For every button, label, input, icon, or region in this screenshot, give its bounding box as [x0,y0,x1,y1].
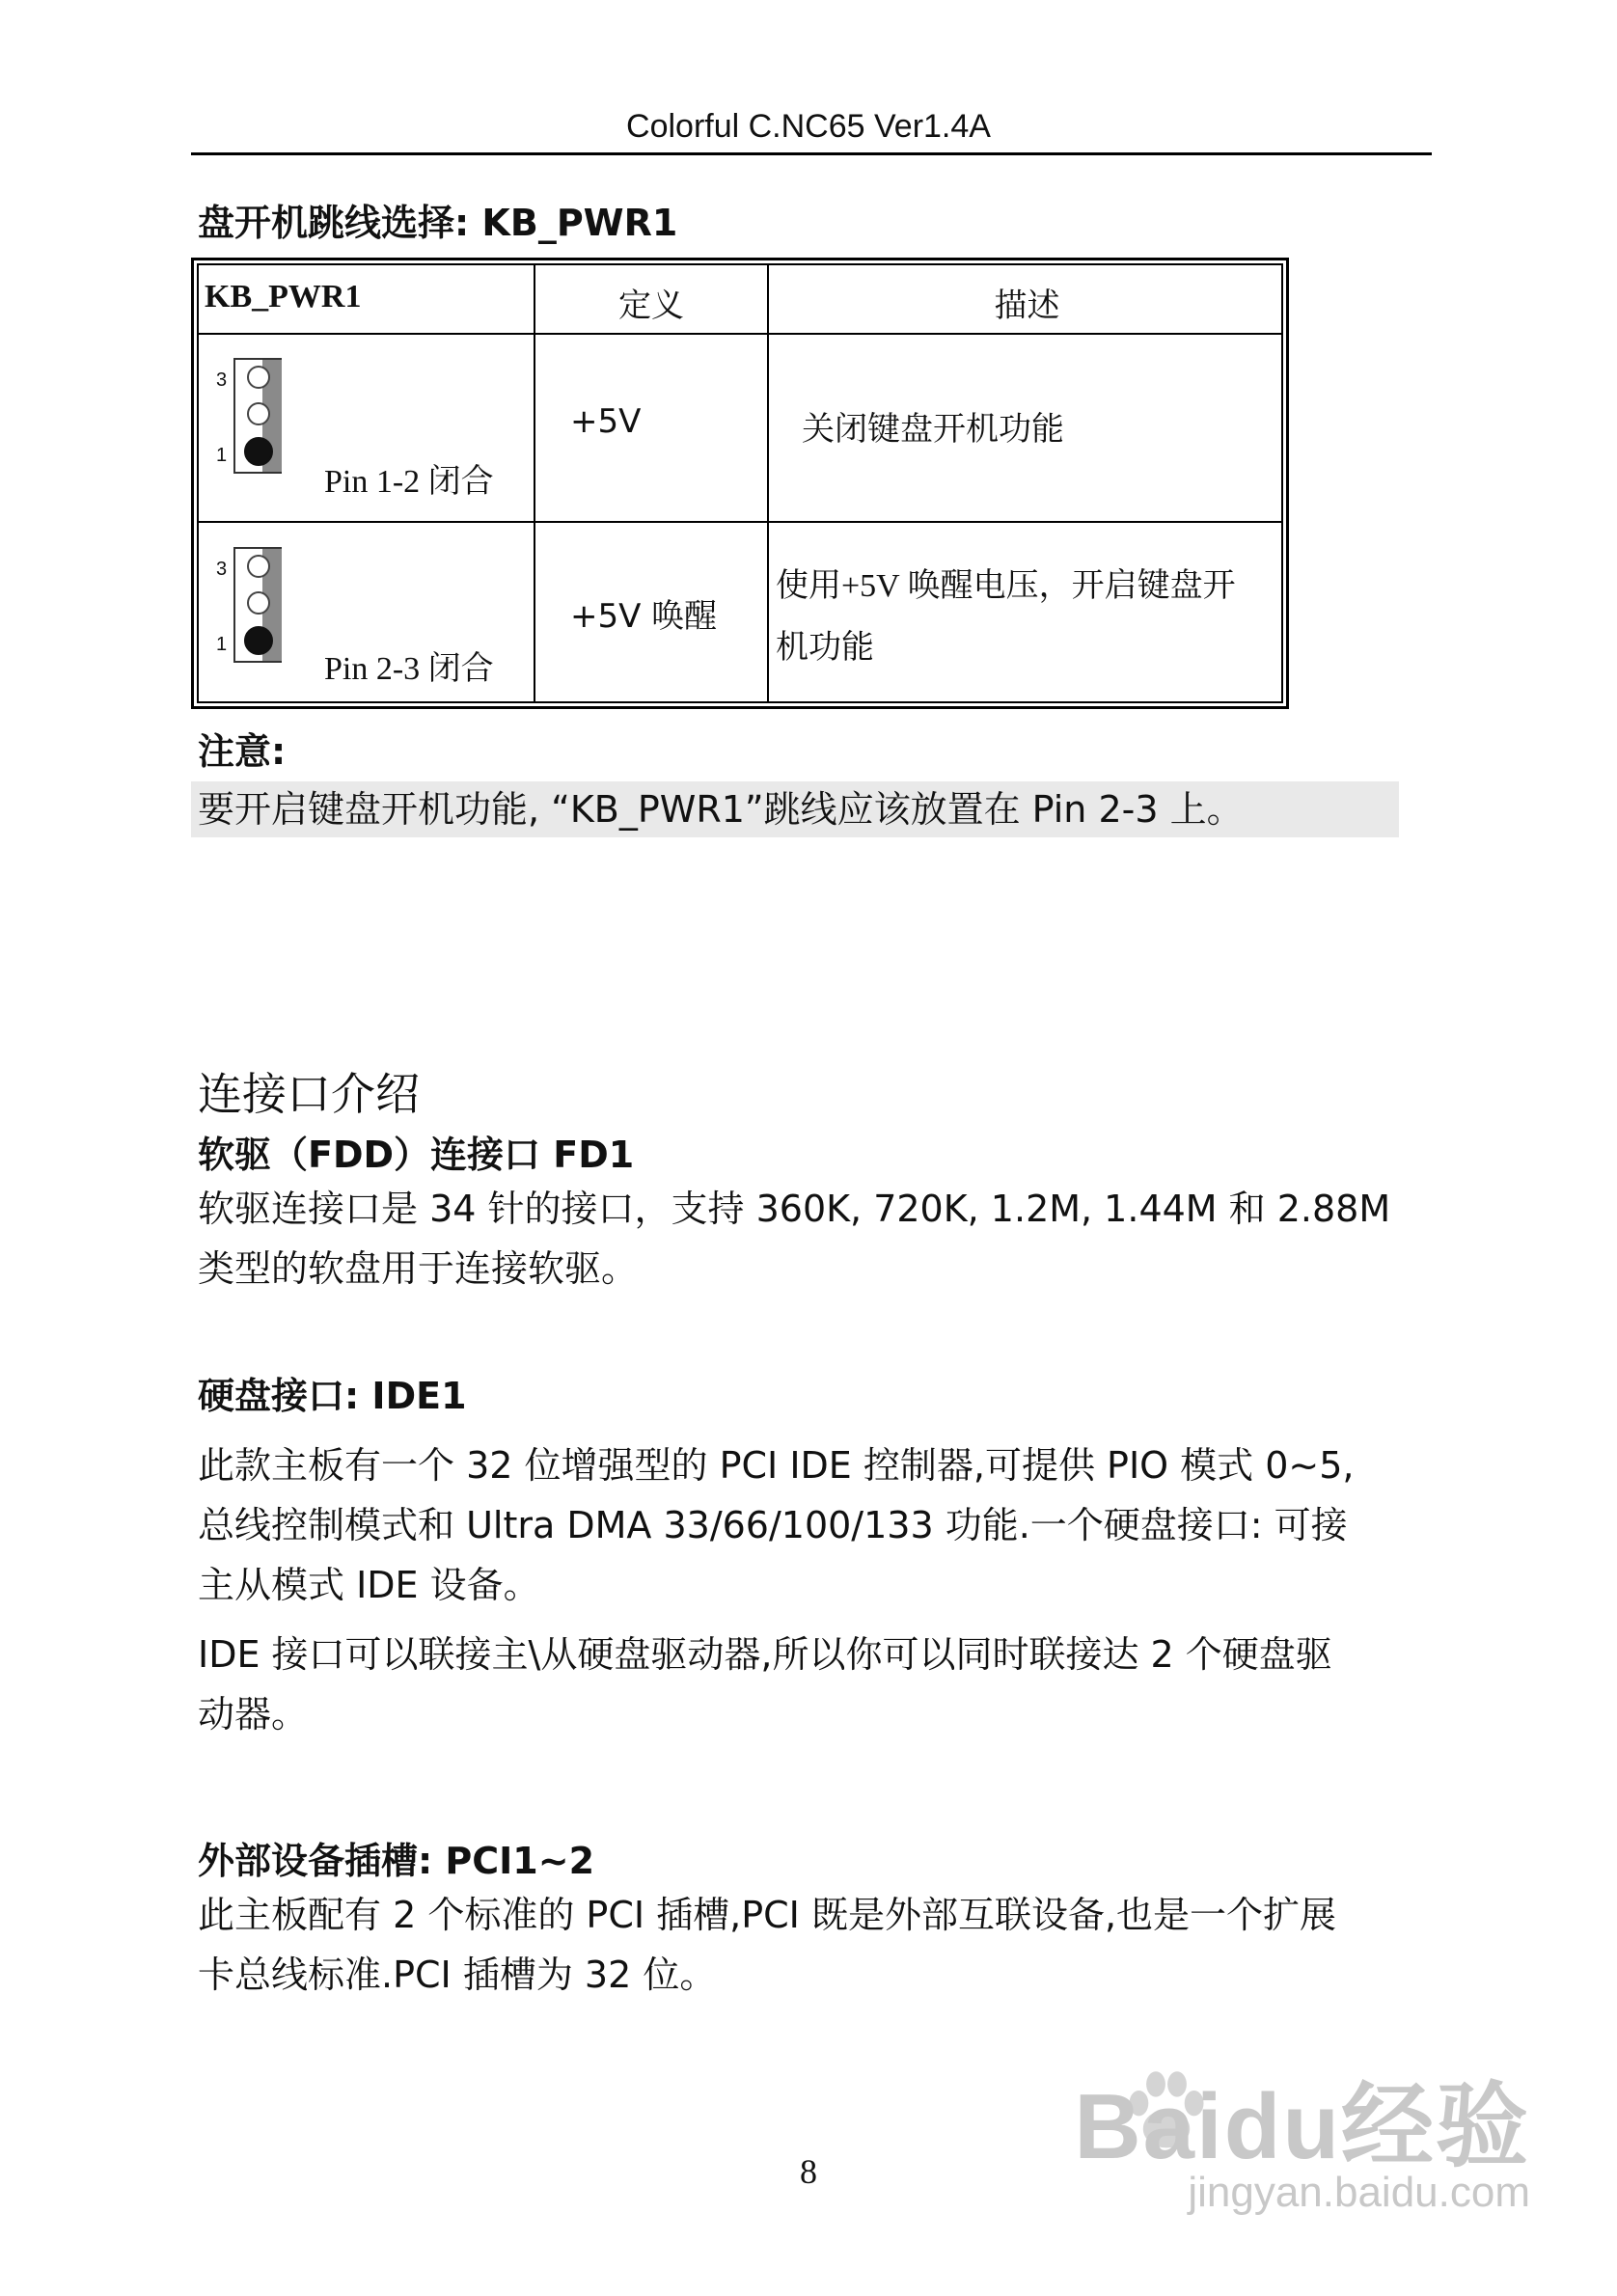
note-label: 注意: [198,730,287,773]
pin-label-3: 3 [216,369,228,391]
ide-paragraph-2: IDE 接口可以联接主\从硬盘驱动器,所以你可以同时联接达 2 个硬盘驱 动器。 [198,1633,1332,1736]
jumper-setting: Pin 2-3 闭合 [324,651,494,687]
pin-label-3: 3 [216,559,228,580]
watermark-url: jingyan.baidu.com [1188,2169,1530,2216]
section-title-connectors: 连接口介绍 [198,1068,420,1120]
row-definition: +5V 唤醒 [570,597,718,636]
fdd-heading: 软驱（FDD）连接口 FD1 [198,1134,635,1176]
table-header-description: 描述 [994,288,1060,324]
ide-heading: 硬盘接口: IDE1 [198,1375,467,1417]
document-header-title: Colorful C.NC65 Ver1.4A [626,108,991,145]
jumper-table [191,258,1289,709]
row-description: 关闭键盘开机功能 [802,412,1064,448]
pci-paragraph: 此主板配有 2 个标准的 PCI 插槽,PCI 既是外部互联设备,也是一个扩展 卡总线标准.PCI 插槽为 32 位。 [198,1894,1337,1996]
jumper-setting: Pin 1-2 闭合 [324,464,494,500]
ide-paragraph-1: 此款主板有一个 32 位增强型的 PCI IDE 控制器,可提供 PIO 模式 0~5, 总线控制模式和 Ultra DMA 33/66/100/133 功能.一个硬盘接口: 可接 主从模式 IDE 设备。 [198,1444,1355,1606]
pci-heading: 外部设备插槽: PCI1~2 [198,1840,595,1882]
row-definition: +5V [570,402,642,441]
row-description-continued: 机功能 [776,630,874,666]
note-text: 要开启键盘开机功能, “KB_PWR1”跳线应该放置在 Pin 2-3 上。 [198,788,1244,831]
section-title-kb-pwr1: 盘开机跳线选择: KB_PWR1 [198,202,678,244]
jumper-pins-icon [233,358,282,474]
row-description: 使用+5V 唤醒电压，开启键盘开 [776,568,1236,604]
pin-label-1: 1 [216,634,228,655]
table-header-definition: 定义 [618,288,684,324]
watermark-brand: Baidu经验 [1074,2075,1530,2178]
fdd-paragraph: 软驱连接口是 34 针的接口，支持 360K, 720K, 1.2M, 1.44M 和 2.88M 类型的软盘用于连接软驱。 [198,1188,1391,1290]
jumper-pins-icon [233,547,282,663]
baidu-watermark [1028,2053,1530,2217]
table-header-kb-pwr1: KB_PWR1 [205,279,362,314]
page-number: 8 [800,2152,817,2191]
header-divider [191,152,1432,155]
pin-label-1: 1 [216,445,228,466]
